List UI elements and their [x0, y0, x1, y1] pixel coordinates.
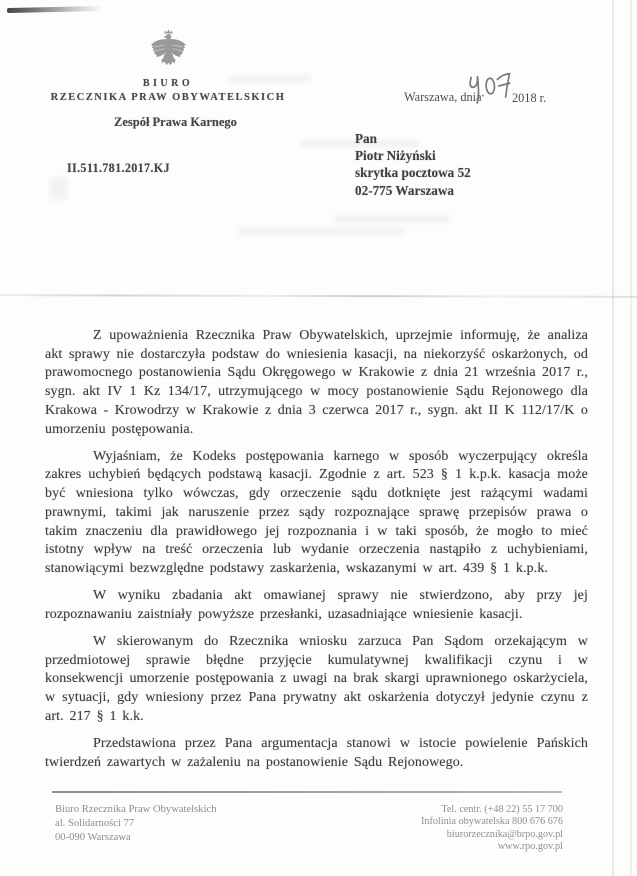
addressee-block	[355, 130, 471, 199]
scan-artifact-bleedthrough	[238, 227, 406, 235]
footer-office-address	[55, 803, 217, 845]
office-letterhead	[40, 78, 296, 103]
scan-artifact-fold-crease	[0, 294, 637, 298]
footer-contact-info	[421, 804, 563, 854]
office-name-line2: RZECZNIKA PRAW OBYWATELSKICH	[50, 92, 286, 103]
addressee-city: 02-775 Warszawa	[355, 182, 455, 198]
footer-email: biurorzecznika@brpo.gov.pl	[446, 828, 563, 840]
case-reference-number: II.511.781.2017.KJ	[67, 161, 170, 175]
footer-office-name: Biuro Rzecznika Praw Obywatelskich	[55, 804, 217, 815]
letter-body	[45, 327, 588, 781]
scan-artifact-bleedthrough	[50, 177, 67, 200]
department-name: Zespół Prawa Karnego	[114, 115, 237, 129]
footer-divider	[52, 791, 562, 793]
footer-hotline: Infolinia obywatelska 800 676 676	[420, 816, 563, 828]
body-paragraph: Przedstawiona przez Pana argumentacja stanowi w istocie powielenie Pańskich twierdzeń zawartych w zażaleniu na postanowienie Sądu Rejonowego.	[45, 736, 588, 770]
date-year: 2018 r.	[512, 91, 547, 105]
footer-street: al. Solidarności 77	[55, 818, 135, 829]
office-name-line1: BIURO	[142, 78, 194, 89]
body-paragraph: Wyjaśniam, że Kodeks postępowania karnego w sposób wyczerpujący określa zakres uchybień będących podstawą kasacji. Zgodnie z art. 523 § 1 k.p.k. kasacja może być wniesiona tylko wówczas, gdy orzeczenie sądu dotknięte jest rażącymi wadami prawnymi, takimi jak naruszenie przez sądy rozpoznające sprawę przepisów prawa o takim znaczeniu dla prawidłowego jej rozpoznania i w taki sposób, że mogło to mieć istotny wpływ na treść orzeczenia lub wydanie orzeczenia nastąpiło z uchybieniami, stanowiącymi bezwzględne podstawy zaskarżenia, wskazanymi w art. 439 § 1 k.p.k.	[45, 448, 588, 576]
body-paragraph: W wyniku zbadania akt omawianej sprawy nie stwierdzono, aby przy jej rozpoznawaniu zaistniały powyższe przesłanki, uzasadniające wniesienie kasacji.	[45, 588, 588, 622]
addressee-name: Piotr Niżyński	[355, 148, 436, 164]
footer-phone: Tel. centr. (+48 22) 55 17 700	[441, 804, 563, 815]
handwritten-date	[463, 68, 520, 110]
polish-eagle-icon	[149, 27, 188, 75]
body-paragraph: Z upoważnienia Rzecznika Praw Obywatelskich, uprzejmie informuję, że analiza akt sprawy nie dostarczyła podstaw do wniesienia kasacji, na niekorzyść oskarżonych, od prawomocnego postanowienia Sądu Okręgowego w Krakowie z dnia 21 września 2017 r., sygn. akt IV 1 Kz 134/17, utrzymującego w mocy postanowienie Sądu Rejonowego dla Krakowa - Krowodrzy w Krakowie z dnia 3 czerwca 2017 r., sygn. akt II K 112/17/K o umorzeniu postępowania.	[45, 328, 588, 437]
scan-artifact-bleedthrough	[333, 215, 451, 223]
addressee-po-box: skrytka pocztowa 52	[355, 165, 471, 181]
scan-artifact-pen-mark	[7, 6, 103, 13]
place-and-date-prefix: Warszawa, dnia	[404, 90, 482, 104]
body-paragraph: W skierowanym do Rzecznika wniosku zarzuca Pan Sądom orzekającym w przedmiotowej sprawie błędne przyjęcie kumulatywnej kwalifikacji czynu i w konsekwencji umorzenie postępowania z uwagi na brak skargi uprawnionego oskarżyciela, w sytuacji, gdy wniesiony przez Pana prywatny akt oskarżenia dotyczył jedynie czynu z art. 217 § 1 k.k.	[45, 634, 588, 724]
footer-city: 00-090 Warszawa	[55, 832, 131, 843]
addressee-salutation: Pan	[355, 131, 377, 146]
scan-artifact-vertical-streak	[630, 0, 632, 876]
scan-artifact-vertical-streak	[612, 0, 614, 876]
footer-website: www.rpo.gov.pl	[497, 841, 563, 853]
